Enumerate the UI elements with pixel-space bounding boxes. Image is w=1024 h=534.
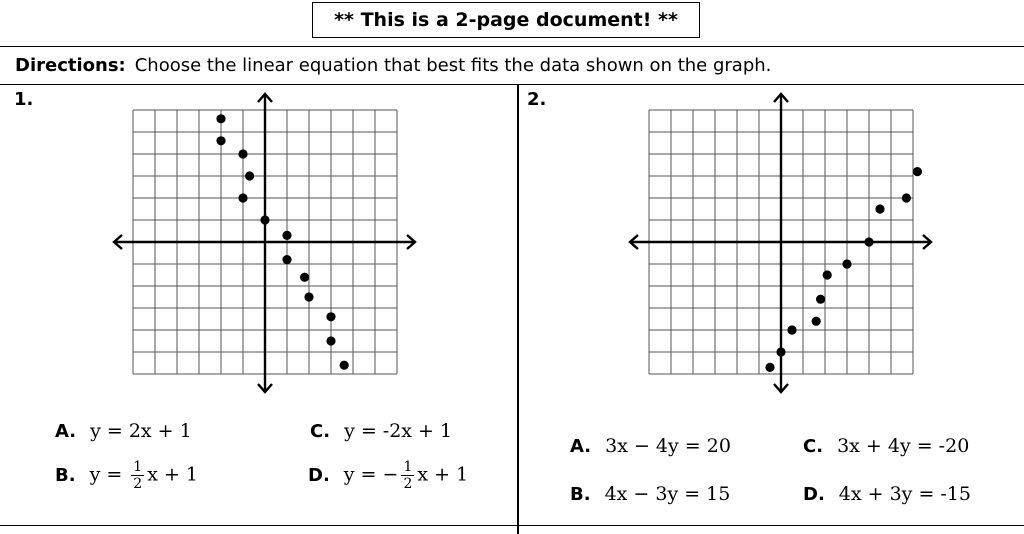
p2-data-point <box>812 317 821 326</box>
p2-choice-c-equation: 3x + 4y = -20 <box>837 435 970 457</box>
p1-choice-d-fraction <box>401 460 414 491</box>
p2-data-point <box>864 237 873 246</box>
p1-data-point <box>245 171 254 180</box>
p1-choice-b-den: 2 <box>133 476 143 492</box>
p2-choice-d[interactable] <box>803 483 971 505</box>
p1-choice-b-num: 1 <box>133 459 143 475</box>
p2-choice-c[interactable] <box>803 435 969 457</box>
p2-choice-b-equation: 4x − 3y = 15 <box>604 483 731 505</box>
p1-data-point <box>238 193 247 202</box>
p2-choice-a[interactable] <box>570 435 731 457</box>
p1-data-point <box>300 273 309 282</box>
p2-choice-b[interactable] <box>570 483 730 505</box>
p1-choice-a-equation: y = 2x + 1 <box>90 420 192 442</box>
p1-choice-d-den: 2 <box>403 476 413 492</box>
p2-choice-d-letter: D. <box>803 483 825 505</box>
p2-choice-a-equation: 3x − 4y = 20 <box>605 435 731 457</box>
p1-choice-b[interactable] <box>55 460 198 491</box>
problem-2-graph <box>626 90 936 400</box>
p1-choice-a-letter: A. <box>55 420 77 442</box>
p2-choice-a-letter: A. <box>570 435 592 457</box>
p2-data-point <box>902 193 911 202</box>
document-banner: ** This is a 2-page document! ** <box>312 2 700 38</box>
p1-data-point <box>326 312 335 321</box>
p1-choice-b-letter: B. <box>55 465 76 486</box>
p1-choice-b-lhs: y = <box>89 463 129 486</box>
column-divider <box>517 84 519 534</box>
p1-data-point <box>260 215 269 224</box>
p1-choice-c-equation: y = -2x + 1 <box>344 420 453 442</box>
p1-data-point <box>238 149 247 158</box>
p1-data-point <box>340 361 349 370</box>
p2-data-point <box>875 204 884 213</box>
p1-choice-d-letter: D. <box>308 465 330 486</box>
p1-data-point <box>326 336 335 345</box>
p1-choice-b-rhs: x + 1 <box>147 463 199 486</box>
p1-data-point <box>304 292 313 301</box>
p2-data-point <box>765 363 774 372</box>
p1-data-point <box>282 255 291 264</box>
p2-data-point <box>787 325 796 334</box>
p2-data-point <box>816 295 825 304</box>
directions-row <box>0 47 1024 85</box>
problem-1-number: 1. <box>14 89 34 110</box>
p1-choice-d-lhs: y = − <box>343 463 399 486</box>
p1-choice-d[interactable] <box>308 460 468 491</box>
p1-choice-d-equation <box>344 460 468 491</box>
p1-choice-d-rhs: x + 1 <box>417 463 469 486</box>
p1-data-point <box>216 136 225 145</box>
p1-choice-a[interactable] <box>55 420 192 442</box>
p1-choice-c-letter: C. <box>310 420 331 442</box>
p1-data-point <box>216 114 225 123</box>
directions-text: Choose the linear equation that best fits the data shown on the graph. <box>134 55 772 76</box>
p1-choice-c[interactable] <box>310 420 452 442</box>
problem-2-number: 2. <box>527 89 547 110</box>
p2-choice-b-letter: B. <box>570 483 591 505</box>
p1-choice-d-num: 1 <box>403 459 413 475</box>
p1-choice-b-equation <box>90 460 198 491</box>
p2-data-point <box>842 259 851 268</box>
directions-label: Directions: <box>15 55 126 76</box>
p1-choice-b-fraction <box>131 460 144 491</box>
p1-data-point <box>282 231 291 240</box>
problem-1-graph <box>110 90 420 400</box>
p2-data-point <box>913 167 922 176</box>
p2-choice-c-letter: C. <box>803 435 824 457</box>
p2-data-point <box>776 347 785 356</box>
p2-data-point <box>823 270 832 279</box>
p2-choice-d-equation: 4x + 3y = -15 <box>838 483 972 505</box>
